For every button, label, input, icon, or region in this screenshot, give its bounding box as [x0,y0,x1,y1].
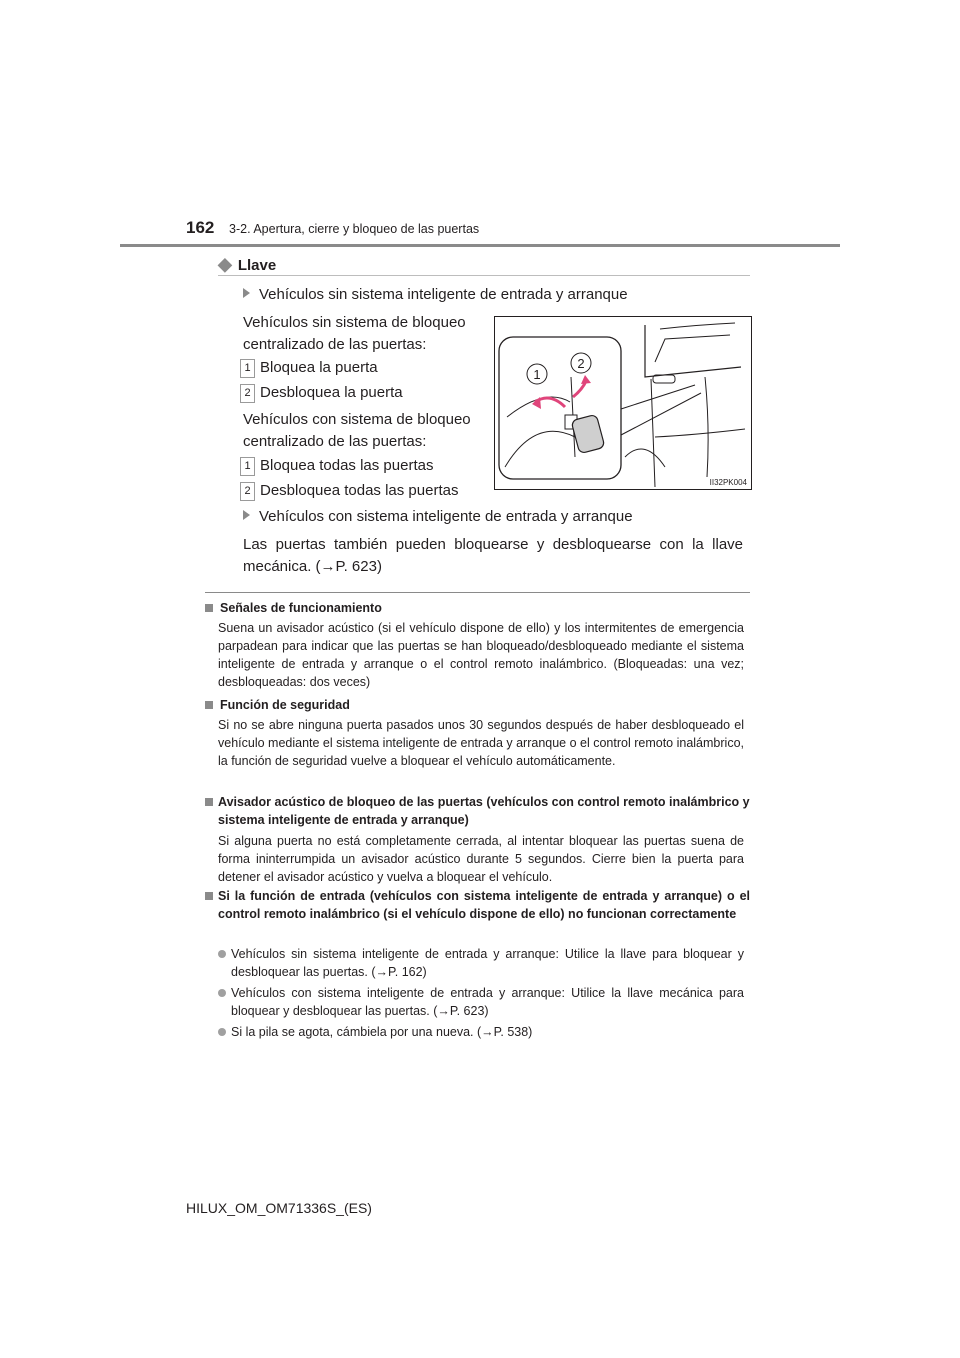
list-item [244,359,378,376]
list-item-text: Desbloquea la puerta [260,384,403,401]
subheading-no-smart-text: Vehículos sin sistema inteligente de entrada y arranque [259,286,628,303]
note-heading [205,696,350,714]
llave-heading [218,254,276,275]
list-item-text: Bloquea la puerta [260,359,378,376]
no-central-lock-label [243,312,466,356]
list-item [244,384,403,401]
number-badge: 1 [240,359,255,378]
list-item [231,984,744,1020]
diamond-icon: ◆ [218,254,232,274]
note-heading-text: Avisador acústico de bloqueo de las puertas (vehículos con control remoto inalámbrico y sistema inteligente de entrada y arranque) [218,795,750,827]
no-central-line-2: centralizado de las puertas: [243,336,427,353]
triangle-bullet-icon [243,510,250,520]
note-body: Si no se abre ninguna puerta pasados unos 30 segundos después de haber desbloqueado el vehículo mediante el sistema inteligente de entrada y arranque o el control remoto inalámbrico, la función de seguridad vuelve a bloquear el vehículo automáticamente. [218,718,744,768]
note-heading-text: Si la función de entrada (vehículos con sistema inteligente de entrada y arranque) o el control remoto inalámbrico (si el vehículo dispone de ello) no funcionan correctamente [218,889,750,921]
list-item [231,1023,744,1041]
note-heading [205,793,750,829]
central-line-1: Vehículos con sistema de bloqueo [243,411,471,428]
triangle-bullet-icon [243,288,250,298]
central-line-2: centralizado de las puertas: [243,433,427,450]
footer-code: HILUX_OM_OM71336S_(ES) [186,1200,372,1216]
no-central-line-1: Vehículos sin sistema de bloqueo [243,314,466,331]
note-heading [205,887,750,923]
header-rule [120,244,840,247]
llave-heading-text: Llave [237,257,277,274]
square-bullet-icon [205,701,213,709]
key-illustration [494,316,752,490]
note-heading [205,599,382,617]
central-lock-label [243,409,471,453]
circle-bullet-icon [218,1028,226,1036]
note-body: Suena un avisador acústico (si el vehículo dispone de ello) y los intermitentes de emergencia parpadean para indicar que las puertas se han bloqueado/desbloqueado mediante el sistema inteligente de entrada y arranque o el control remoto inalámbrico. (Bloqueadas: una vez; desbloqueadas: dos veces) [218,621,744,689]
list-item-text: Vehículos sin sistema inteligente de entrada y arranque: Utilice la llave para bloquear y desbloquear las puertas. (→P. 162) [231,947,744,979]
notes-rule [205,592,750,593]
list-item-text: Desbloquea todas las puertas [260,482,459,499]
square-bullet-icon [205,892,213,900]
circle-bullet-icon [218,989,226,997]
key-illustration-svg [495,317,751,489]
llave-rule [218,275,750,276]
list-item-text: Si la pila se agota, cámbiela por una nueva. (→P. 538) [231,1025,533,1039]
number-badge: 1 [240,457,255,476]
note-heading-text: Señales de funcionamiento [220,601,382,615]
list-item-text: Bloquea todas las puertas [260,457,434,474]
subheading-smart-text: Vehículos con sistema inteligente de entrada y arranque [259,508,633,525]
number-badge: 2 [240,384,255,403]
square-bullet-icon [205,604,213,612]
figure-label-1: 1 [533,367,541,382]
number-badge: 2 [240,482,255,501]
list-item-text: Vehículos con sistema inteligente de entrada y arranque: Utilice la llave mecánica para bloquear y desbloquear las puertas. (→P. 623) [231,986,744,1018]
subheading-smart [243,508,633,525]
subheading-no-smart [243,286,628,303]
note-body: Si alguna puerta no está completamente cerrada, al intentar bloquear las puertas suena de forma ininterrumpida un avisador acústico durante 5 segundos. Cierre bien la puerta para detener el avisador acústico y vuelva a bloquear el vehículo. [218,834,744,884]
list-item [244,457,434,474]
figure-code: II32PK004 [709,478,747,487]
figure-label-2: 2 [577,356,585,371]
square-bullet-icon [205,798,213,806]
section-title: 3-2. Apertura, cierre y bloqueo de las puertas [229,222,480,236]
smart-key-text: Las puertas también pueden bloquearse y desbloquearse con la llave mecánica. (→P. 623) [243,536,743,575]
list-item [231,945,744,981]
note-heading-text: Función de seguridad [220,698,350,712]
page-number: 162 [186,218,215,237]
list-item [244,482,459,499]
circle-bullet-icon [218,950,226,958]
